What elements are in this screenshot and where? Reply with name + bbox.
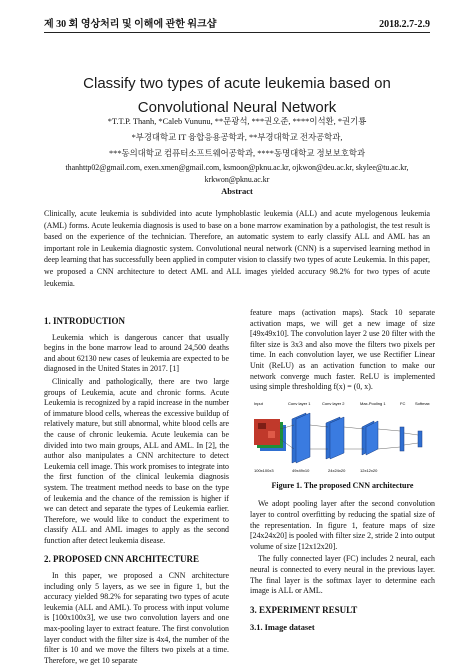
label-input: Input — [254, 400, 263, 406]
figure-caption: Figure 1. The proposed CNN architecture — [271, 480, 414, 490]
dim-pool: 12x12x20 — [360, 467, 378, 473]
email-block — [44, 162, 430, 186]
cnn-paragraph-3: We adopt pooling layer after the second convolution layer to control overfitting by reducing the spatial size of the representation. In figure 1, feature maps of size [24x24x20] is pooled with filter size 2, stride 2 into output volume of size [12x12x20]. — [250, 499, 435, 551]
author-block — [44, 114, 430, 162]
subsection-image-dataset: 3.1. Image dataset — [250, 623, 315, 633]
paper-title: Classify two types of acute leukemia based on Convolutional Neural Network — [83, 75, 391, 116]
intro-paragraph-1: Leukemia which is dangerous cancer that usually begins in the bone marrow lead to around 24,500 deaths and about 62130 new cases of leukemia are expected to be diagnosed in the United States in 2017. [1] — [44, 332, 229, 374]
cnn-paragraph-4: The fully connected layer (FC) includes 2 neural, each neural is connected to every neural in the previous layer. The final layer is the softmax layer to determine each image is ALL or AML. — [250, 554, 435, 596]
label-conv1: Conv layer 1 — [288, 400, 311, 406]
max-pooling-block — [362, 421, 378, 455]
section-introduction-heading: 1. INTRODUCTION — [44, 316, 126, 326]
right-column — [250, 308, 435, 638]
label-fc: FC — [400, 400, 406, 406]
header-date: 2018.2.7-2.9 — [379, 19, 430, 30]
cnn-paragraph-2: feature maps (activation maps). Stack 10 separate activation maps, we will get a new image of size [49x49x10]. The convolution layer 2 use 20 filter with the filter size is 3x3 and also move the filters two pixels per time. In each convolution layer, we use Rectifier Linear Unit (ReLU) as an activation function to make our network converge much faster. ReLU is implemented using simple thresholding f(x) = (0, x). — [250, 308, 435, 392]
email-line-2: krkwon@pknu.ac.kr — [204, 175, 270, 184]
cnn-architecture-figure — [250, 399, 435, 477]
left-column — [44, 308, 229, 668]
label-softmax: Softmax — [415, 400, 430, 406]
dim-conv1: 49x49x10 — [292, 467, 310, 473]
dim-input: 100x100x3 — [254, 467, 274, 473]
email-line-1: thanhttp02@gmail.com, exen.xmen@gmail.com, ksmoon@pknu.ac.kr, ojkwon@deu.ac.kr, skylee@tu.ac.kr, — [65, 163, 409, 172]
conv-layer-2-block — [326, 417, 344, 459]
affiliation-line-2: ***동의대학교 컴퓨터소프트웨어공학과, ****동명대학교 정보보호학과 — [108, 149, 366, 158]
affiliation-line-1: *부경대학교 IT 융합응용공학과, **부경대학교 전자공학과, — [131, 133, 343, 142]
cnn-diagram — [250, 399, 435, 477]
running-header — [44, 14, 430, 30]
fc-layer-block — [400, 427, 404, 451]
conv-layer-1-block — [292, 413, 310, 463]
intro-paragraph-2: Clinically and pathologically, there are two large groups of Leukemia, acute and chronic forms. Acute Leukemia is recognized by a rapid increase in the number of immature blood cells, whereas the excessive buildup of relatively mature, but still abnormal, white blood cells are the cause of chronic leukemia. Acute leukemia can be divided into two main groups, ALL and AML. In [2], the author also manipulates a CNN architecture to detect Leukemia cell image. This work promises to integrate into the first function of the clinical leukemia diagnosis system. The treatment method needs to base on the type of leukemia and the chance of the remission is higher if we can detect and separate the types of Leukemia earlier. Therefore, we would like to conduct the experiment to classify ALL and AML images to apply as the second function after detect leukemia disease. — [44, 376, 229, 545]
abstract-heading: Abstract — [221, 186, 253, 196]
abstract-text: Clinically, acute leukemia is subdivided into acute lymphoblastic leukemia (ALL) and acute myelogenous leukemia (AML) forms. Acute leukemia diagnosis is used to base on a bone marrow examination by a pathologist, the test result is based on the experience of the technician. Therefore, an automatic system to early classify ALL and AML has an important role in Leukemia diagnostic system. Convolutional neural network (CNN) is a supervised learning method in deep learning that has successfully been applied in computer vision to classify two types of acute Leukemia. In this paper, we proposed a CNN architecture to detect AML and ALL images yielded accuracy 98.2% for two types of acute leukemia. — [44, 209, 430, 288]
section-experiment-heading: 3. EXPERIMENT RESULT — [250, 604, 358, 615]
input-image-stack — [254, 419, 286, 451]
section-cnn-heading: 2. PROPOSED CNN ARCHITECTURE — [44, 554, 200, 565]
dim-conv2: 24x24x20 — [328, 467, 346, 473]
header-workshop: 제 30 회 영상처리 및 이해에 관한 워크샵 — [44, 19, 217, 30]
header-rule — [44, 32, 430, 33]
label-maxpool: Max-Pooling 1 — [360, 400, 386, 406]
author-names: *T.T.P. Thanh, *Caleb Vununu, **문광석, ***권오준, ****이석환, *권기룡 — [107, 117, 367, 126]
label-conv2: Conv layer 2 — [322, 400, 345, 406]
softmax-block — [418, 431, 422, 447]
cnn-paragraph-1: In this paper, we proposed a CNN architecture including only 5 layers, as we see in figure 1, but the accuracy yielded 98.2% for separating two types of acute leukemia (ALL and AML). To process with input volume is [100x100x3], we use two convolution layers and one max-pooling layer to extract feature. The first convolution layer conduct with the filter size is 4x4, the number of the filter is 10 and we move the filters two pixels at a time. Therefore, we get 10 separate — [44, 571, 229, 665]
